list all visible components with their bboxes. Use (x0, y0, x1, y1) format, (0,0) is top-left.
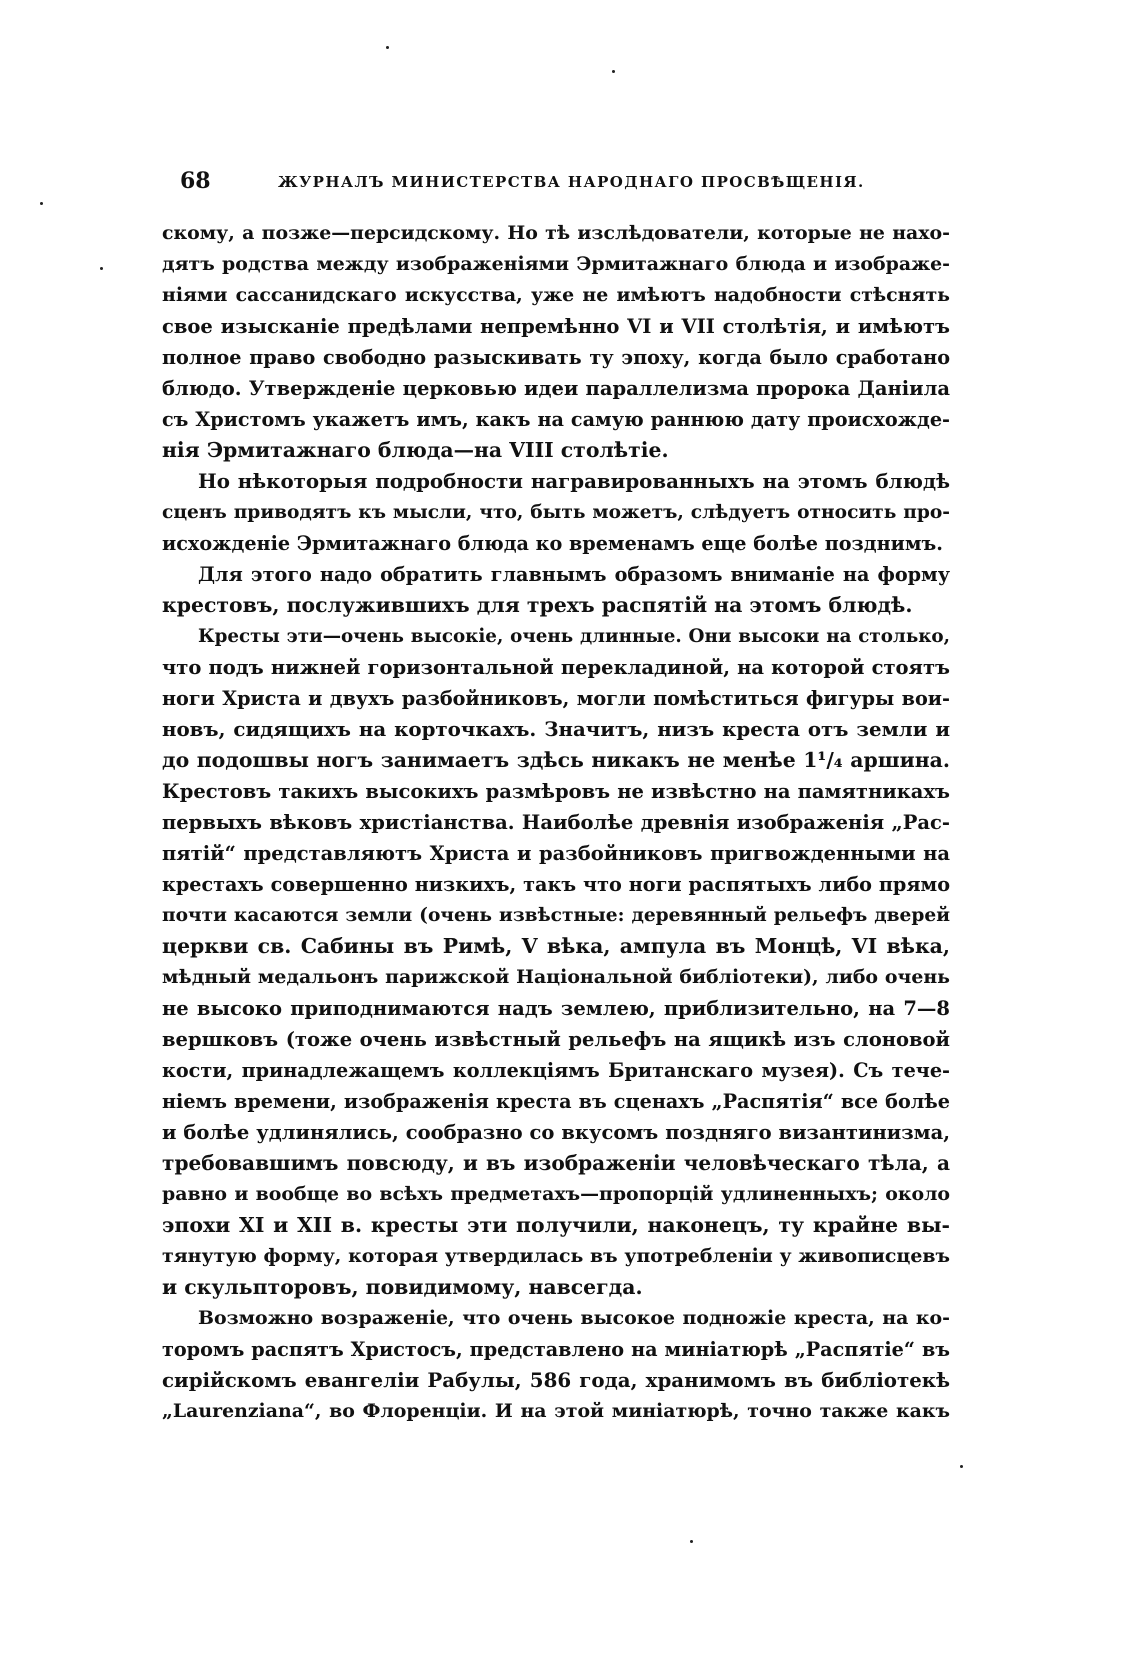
text-line: до подошвы ногъ занимаетъ здѣсь никакъ не менѣе 1¹/₄ аршина. (162, 748, 950, 772)
paragraph (162, 1303, 950, 1427)
text-line: ніями сассанидскаго искусства, уже не имѣютъ надобности стѣснять (162, 284, 950, 306)
text-line: исхожденіе Эрмитажнаго блюда ко временамъ еще болѣе позднимъ. (162, 532, 943, 555)
text-line: торомъ распятъ Христосъ, представлено на миніатюрѣ „Распятіе“ въ (162, 1338, 950, 1361)
text-line: первыхъ вѣковъ христіанства. Наиболѣе древнія изображенія „Рас- (162, 811, 950, 834)
text-line: Но нѣкоторыя подробности награвированныхъ на этомъ блюдѣ (198, 469, 950, 493)
text-line: „Laurenziana“, во Флоренціи. И на этой миніатюрѣ, точно также какъ (162, 1400, 950, 1422)
text-line: новъ, сидящихъ на корточкахъ. Значитъ, низъ креста отъ земли и (162, 717, 950, 741)
text-line: свое изысканіе предѣлами непремѣнно VI и VII столѣтія, и имѣютъ (162, 315, 950, 338)
paragraph (162, 218, 950, 466)
text-line: Для этого надо обратить главнымъ образомъ вниманіе на форму (198, 563, 950, 586)
text-line: блюдо. Утвержденіе церковью идеи параллелизма пророка Даніила (162, 377, 950, 400)
paragraph (162, 621, 950, 1303)
text-line: и болѣе удлинялись, сообразно со вкусомъ поздняго византинизма, (162, 1121, 950, 1144)
body-text (162, 218, 950, 1427)
text-line: тянутую форму, которая утвердилась въ употребленіи у живописцевъ (162, 1245, 950, 1267)
text-line: Крестовъ такихъ высокихъ размѣровъ не извѣстно на памятникахъ (162, 780, 950, 803)
text-line: крестахъ совершенно низкихъ, такъ что ноги распятыхъ либо прямо (162, 873, 950, 896)
running-head: ЖУРНАЛЪ МИНИСТЕРСТВА НАРОДНАГО ПРОСВѢЩЕНІЯ. (278, 173, 865, 191)
text-line: сценъ приводятъ къ мысли, что, быть можетъ, слѣдуетъ относить про- (162, 502, 950, 523)
text-line: пятій“ представляютъ Христа и разбойниковъ пригвожденными на (162, 842, 950, 865)
text-line: и скульпторовъ, повидимому, навсегда. (162, 1275, 643, 1299)
print-speck (960, 1465, 963, 1468)
print-speck (386, 46, 389, 49)
paragraph (162, 559, 950, 621)
text-line: почти касаются земли (очень извѣстные: деревянный рельефъ дверей (162, 905, 950, 926)
text-line: эпохи XI и XII в. кресты эти получили, наконецъ, ту крайне вы- (162, 1213, 950, 1237)
text-line: требовавшимъ повсюду, и въ изображеніи человѣческаго тѣла, а (162, 1151, 950, 1175)
text-line: съ Христомъ укажетъ имъ, какъ на самую раннюю дату происхожде- (162, 408, 950, 431)
print-speck (690, 1540, 693, 1543)
text-line: ніемъ времени, изображенія креста въ сценахъ „Распятія“ все болѣе (162, 1090, 950, 1113)
text-line: кости, принадлежащемъ коллекціямъ Британскаго музея). Съ тече- (162, 1059, 950, 1082)
text-line: вершковъ (тоже очень извѣстный рельефъ на ящикѣ изъ слоновой (162, 1028, 950, 1051)
text-line: равно и вообще во всѣхъ предметахъ—пропорцій удлиненныхъ; около (162, 1183, 950, 1205)
page-header (180, 168, 960, 196)
print-speck (100, 267, 103, 270)
print-speck (40, 202, 43, 205)
text-line: Кресты эти—очень высокіе, очень длинные. Они высоки на столько, (198, 626, 950, 647)
text-line: полное право свободно разыскивать ту эпоху, когда было сработано (162, 346, 950, 369)
text-line: ноги Христа и двухъ разбойниковъ, могли помѣститься фигуры вои- (162, 687, 950, 710)
text-line: церкви св. Сабины въ Римѣ, V вѣка, ампула въ Монцѣ, VI вѣка, (162, 934, 950, 958)
paragraph (162, 466, 950, 559)
text-line: нія Эрмитажнаго блюда—на VIII столѣтіе. (162, 438, 669, 462)
text-line: сирійскомъ евангеліи Рабулы, 586 года, хранимомъ въ библіотекѣ (162, 1368, 950, 1392)
text-line: что подъ нижней горизонтальной перекладиной, на которой стоятъ (162, 656, 950, 679)
text-line: крестовъ, послужившихъ для трехъ распятій на этомъ блюдѣ. (162, 593, 913, 617)
text-line: скому, а позже—персидскому. Но тѣ изслѣдователи, которые не нахо- (162, 222, 950, 244)
print-speck (612, 70, 615, 73)
text-line: Возможно возраженіе, что очень высокое подножіе креста, на ко- (198, 1307, 950, 1329)
text-line: мѣдный медальонъ парижской Національной библіотеки), либо очень (162, 966, 950, 988)
text-line: не высоко приподнимаются надъ землею, приблизительно, на 7—8 (162, 997, 950, 1020)
text-line: дятъ родства между изображеніями Эрмитажнаго блюда и изображе- (162, 253, 950, 275)
page-number: 68 (180, 168, 211, 194)
